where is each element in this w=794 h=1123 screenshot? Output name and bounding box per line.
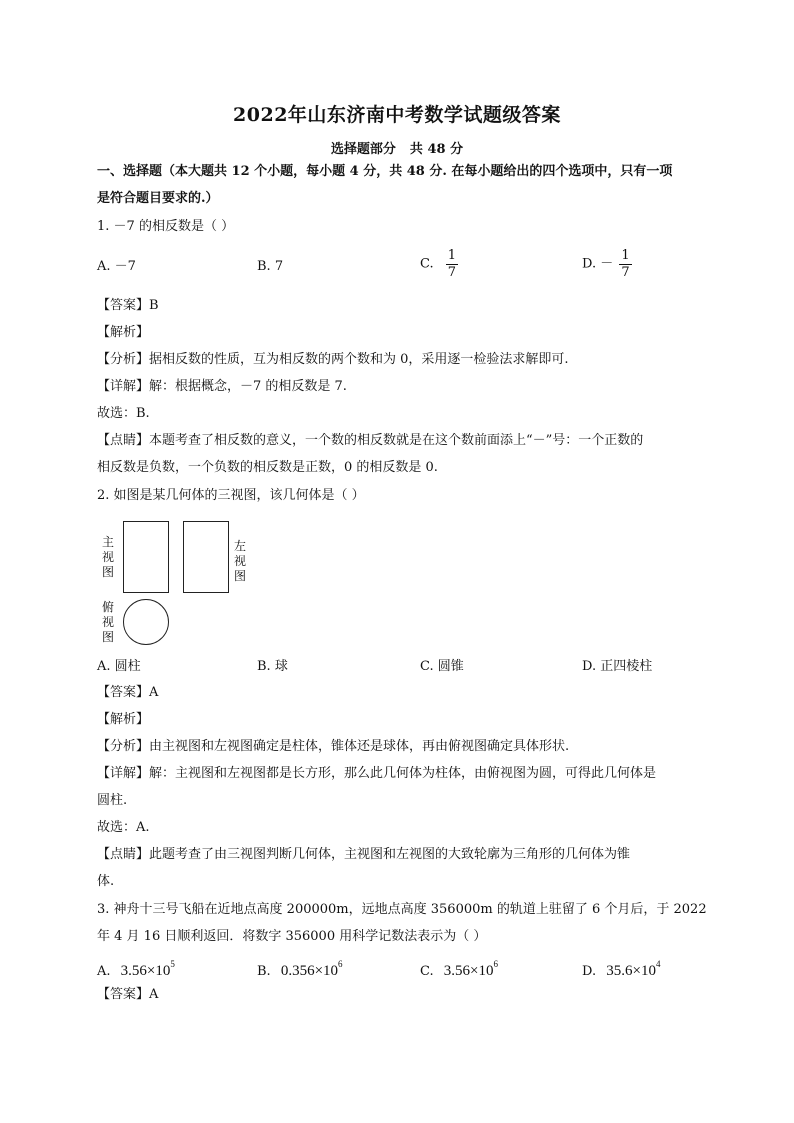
q2-comment-line1: 【点睛】此题考查了由三视图判断几何体，主视图和左视图的大致轮廓为三角形的几何体为锥 xyxy=(97,847,631,862)
q1-option-d-numerator: 1 xyxy=(621,248,630,263)
q2-detail-line1: 【详解】解：主视图和左视图都是长方形，那么此几何体为柱体，由俯视图为圆，可得此几何体是 xyxy=(97,766,657,781)
top-view-label: 俯视图 xyxy=(101,600,114,644)
section-subtitle xyxy=(0,138,794,157)
q3-option-c-label: C. xyxy=(420,964,434,979)
front-view-label: 主视图 xyxy=(101,535,114,579)
q2-answer: 【答案】A xyxy=(97,685,159,700)
q3-option-a-label: A. xyxy=(97,964,111,979)
q2-detail-line2: 圆柱. xyxy=(97,793,128,808)
q3-option-a-base: 3.56×10 xyxy=(120,963,171,979)
q1-comment-line1: 【点睛】本题考查了相反数的意义，一个数的相反数就是在这个数前面添上“－”号：一个正数的 xyxy=(97,433,644,448)
q3-option-a xyxy=(97,957,175,981)
top-view-circle xyxy=(123,599,169,645)
q3-option-a-exponent: 5 xyxy=(170,959,175,969)
q2-stem: 2. 如图是某几何体的三视图，该几何体是（ ） xyxy=(97,488,365,503)
q3-option-b-base: 0.356×10 xyxy=(280,963,339,979)
q3-answer: 【答案】A xyxy=(97,987,159,1002)
q3-stem-line1: 3. 神舟十三号飞船在近地点高度 200000m，远地点高度 356000m 的轨道上驻留了 6 个月后，于 2022 xyxy=(97,902,707,917)
q2-option-b: B. 球 xyxy=(257,659,288,674)
q3-option-b-exponent: 6 xyxy=(338,959,343,969)
q1-detail: 【详解】解：根据概念，－7 的相反数是 7. xyxy=(97,379,347,394)
q1-option-c-denominator: 7 xyxy=(447,265,457,280)
q1-option-c xyxy=(420,248,458,281)
q3-option-d-exponent: 4 xyxy=(655,959,661,969)
q1-option-c-numerator: 1 xyxy=(447,248,457,263)
front-view-rectangle xyxy=(123,521,169,593)
page-title: 2022年山东济南中考数学试题级答案 xyxy=(233,104,561,126)
q1-option-d-denominator: 7 xyxy=(621,265,630,280)
q1-option-d xyxy=(582,248,632,281)
q1-analysis: 【分析】据相反数的性质，互为相反数的两个数和为 0，采用逐一检验法求解即可. xyxy=(97,352,569,367)
q3-option-c xyxy=(420,957,498,981)
q3-option-c-base: 3.56×10 xyxy=(443,963,494,979)
q2-option-a: A. 圆柱 xyxy=(97,659,141,674)
q1-option-b: B. 7 xyxy=(257,259,284,274)
q2-choice: 故选：A. xyxy=(97,820,150,835)
q1-option-a: A. －7 xyxy=(97,259,136,274)
left-view-rectangle xyxy=(183,521,229,593)
q3-option-b xyxy=(257,957,343,981)
subtitle-score: 共 48 分 xyxy=(409,142,464,157)
q1-answer: 【答案】B xyxy=(97,298,159,313)
left-view-label: 左视图 xyxy=(233,539,246,583)
section-instruction-line2: 是符合题目要求的.） xyxy=(97,191,219,206)
q1-option-c-fraction xyxy=(446,248,458,281)
q2-option-c: C. 圆锥 xyxy=(420,659,464,674)
q3-option-d xyxy=(582,957,660,981)
q2-comment-line2: 体. xyxy=(97,874,115,889)
q1-option-c-label: C. xyxy=(420,256,434,272)
q1-stem: 1. －7 的相反数是（ ） xyxy=(97,219,235,234)
q3-option-d-base: 35.6×10 xyxy=(606,963,656,979)
q2-analysis: 【分析】由主视图和左视图确定是柱体，锥体还是球体，再由俯视图确定具体形状. xyxy=(97,739,570,754)
subtitle-part: 选择题部分 xyxy=(330,142,396,157)
q1-analysis-heading: 【解析】 xyxy=(97,325,150,340)
q3-option-c-exponent: 6 xyxy=(493,959,498,969)
q1-option-d-label: D. － xyxy=(582,256,614,272)
q1-option-d-fraction xyxy=(619,248,631,281)
q3-option-d-label: D. xyxy=(582,964,597,979)
q2-analysis-heading: 【解析】 xyxy=(97,712,150,727)
q1-comment-line2: 相反数是负数，一个负数的相反数是正数，0 的相反数是 0. xyxy=(97,460,438,475)
q3-option-b-label: B. xyxy=(257,964,271,979)
q2-option-d: D. 正四棱柱 xyxy=(582,659,653,674)
q1-choice: 故选：B. xyxy=(97,406,150,421)
section-instruction-line1: 一、选择题（本大题共 12 个小题，每小题 4 分，共 48 分. 在每小题给出的四个选项中，只有一项 xyxy=(97,164,673,179)
q3-stem-line2: 年 4 月 16 日顺利返回．将数字 356000 用科学记数法表示为（ ） xyxy=(97,929,487,944)
